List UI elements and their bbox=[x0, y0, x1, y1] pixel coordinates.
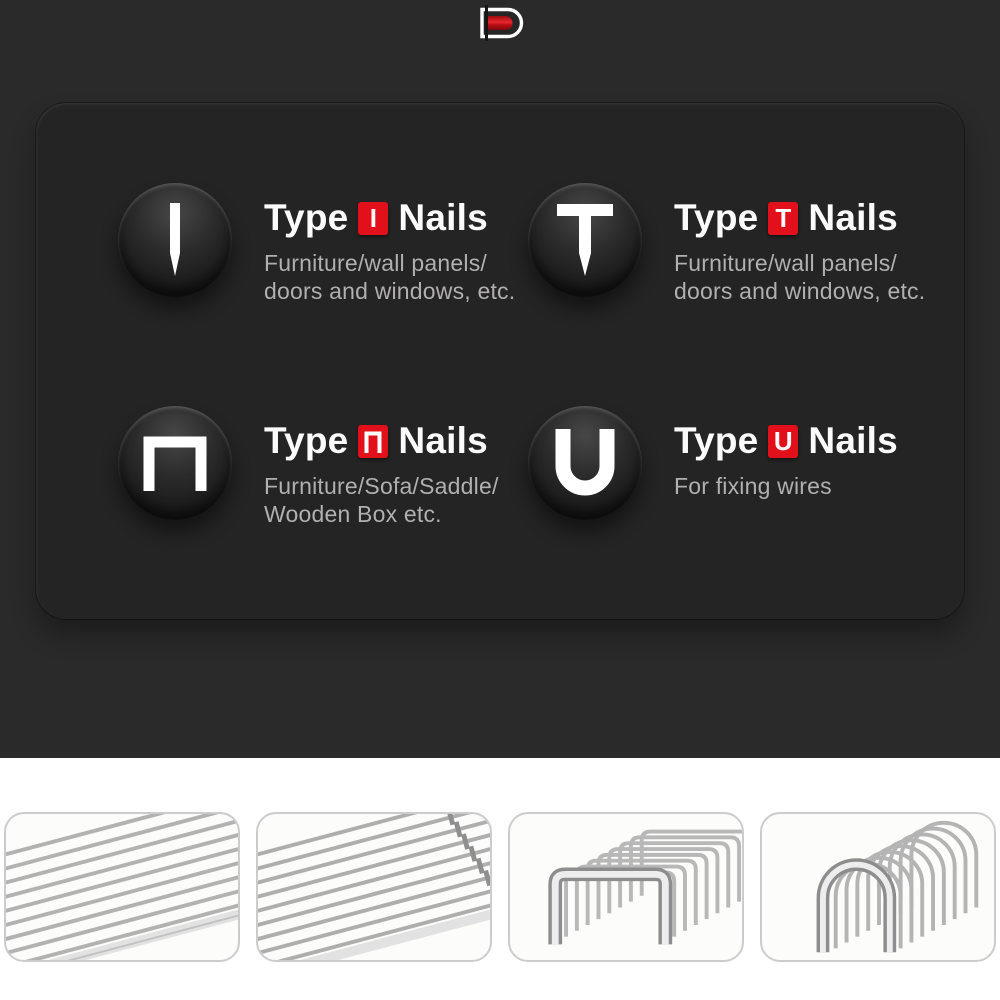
card-title bbox=[264, 420, 499, 462]
title-prefix: Type bbox=[264, 420, 349, 461]
square-staple-icon bbox=[118, 406, 232, 520]
staple-magazine-logo-icon bbox=[474, 5, 528, 41]
title-prefix: Type bbox=[674, 197, 759, 238]
card-type-t bbox=[528, 183, 938, 305]
title-suffix: Nails bbox=[398, 197, 488, 238]
title-suffix: Nails bbox=[398, 420, 488, 461]
card-type-square-staple bbox=[118, 406, 528, 528]
title-suffix: Nails bbox=[808, 197, 898, 238]
i-letter-red-badge bbox=[358, 202, 388, 235]
square-staple-red-badge bbox=[358, 425, 388, 458]
card-type-u bbox=[528, 406, 938, 520]
title-prefix: Type bbox=[264, 197, 349, 238]
card-description bbox=[674, 472, 898, 500]
card-text bbox=[264, 183, 515, 305]
i-nails-strip-photo bbox=[4, 812, 240, 962]
description-line-2: doors and windows, etc. bbox=[264, 278, 516, 304]
description-line-2: doors and windows, etc. bbox=[674, 278, 926, 304]
card-title bbox=[674, 197, 925, 239]
card-description bbox=[264, 249, 515, 305]
square-staples-strip-photo bbox=[508, 812, 744, 962]
card-title bbox=[264, 197, 515, 239]
photo-row bbox=[4, 812, 996, 962]
u-staples-strip-photo bbox=[760, 812, 996, 962]
u-letter-red-badge bbox=[768, 425, 798, 458]
badge-letter: T bbox=[775, 202, 792, 233]
card-type-i bbox=[118, 183, 528, 305]
description-line-1: Furniture/Sofa/Saddle/ bbox=[264, 473, 499, 499]
t-nails-strip-photo bbox=[256, 812, 492, 962]
card-text bbox=[674, 183, 925, 305]
badge-letter: U bbox=[773, 425, 793, 456]
t-nail-icon bbox=[528, 183, 642, 297]
badge-letter: I bbox=[369, 202, 378, 233]
card-text bbox=[264, 406, 499, 528]
i-nail-icon bbox=[118, 183, 232, 297]
title-suffix: Nails bbox=[808, 420, 898, 461]
photo-strip-section bbox=[0, 758, 1000, 1000]
description-line-1: Furniture/wall panels/ bbox=[264, 250, 488, 276]
card-text bbox=[674, 406, 898, 500]
card-description bbox=[264, 472, 499, 528]
description-line-2: Wooden Box etc. bbox=[264, 501, 442, 527]
t-letter-red-badge bbox=[768, 202, 798, 235]
card-title bbox=[674, 420, 898, 462]
nail-types-panel bbox=[36, 103, 964, 619]
title-prefix: Type bbox=[674, 420, 759, 461]
description-line-1: Furniture/wall panels/ bbox=[674, 250, 898, 276]
u-nail-icon bbox=[528, 406, 642, 520]
card-description bbox=[674, 249, 925, 305]
description-line-1: For fixing wires bbox=[674, 473, 832, 499]
